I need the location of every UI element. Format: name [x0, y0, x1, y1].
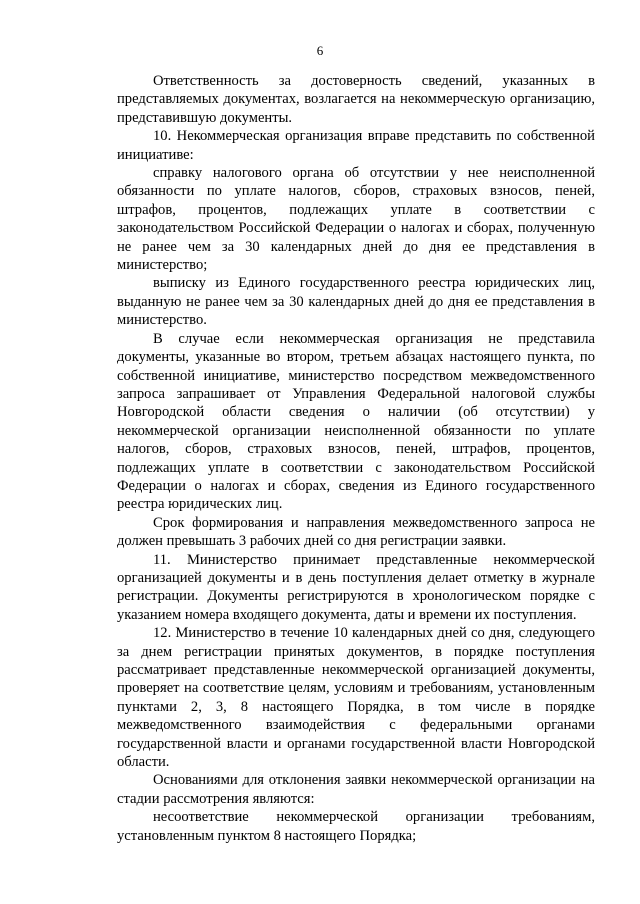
- paragraph-item-10: 10. Некоммерческая организация вправе представить по собственной инициативе:: [117, 128, 595, 163]
- page-number: 6: [316, 43, 324, 58]
- paragraph-interagency-request: В случае если некоммерческая организация не представила документы, указанные во втором, третьем абзацах настоящего пункта, по собственной инициативе, министерство посредством межведомственного запроса запрашивает от Управления Федеральной налоговой службы Новгородской области сведения о наличии (об отсутствии) у некоммерческой организации неисполненной обязанности по уплате налогов, сборов, страховых взносов, пеней, штрафов, процентов, подлежащих уплате в соответствии с законодательством Российской Федерации о налогах и сборах, сведения из Единого государственного реестра юридических лиц.: [117, 330, 595, 513]
- document-body: [117, 72, 595, 845]
- paragraph-rejection-grounds: Основаниями для отклонения заявки некоммерческой организации на стадии рассмотрения являются:: [117, 772, 595, 807]
- paragraph-item-11: 11. Министерство принимает представленные некоммерческой организацией документы и в день поступления делает отметку в журнале регистрации. Документы регистрируются в хронологическом порядке с указанием номера входящего документа, даты и времени их поступления.: [117, 551, 595, 623]
- paragraph-item-12: 12. Министерство в течение 10 календарных дней со дня, следующего за днем регистрации принятых документов, в порядке поступления рассматривает представленные некоммерческой организацией документы, проверяет на соответствие целям, условиям и требованиям, установленным пунктами 2, 3, 8 настоящего Порядка, в том числе в порядке межведомственного взаимодействия с федеральными органами государственной власти и органами государственной власти Новгородской области.: [117, 625, 595, 771]
- paragraph-registry-extract: выписку из Единого государственного реестра юридических лиц, выданную не ранее чем за 30 календарных дней до дня ее представления в министерство.: [117, 275, 595, 329]
- paragraph-request-deadline: Срок формирования и направления межведомственного запроса не должен превышать 3 рабочих дней со дня регистрации заявки.: [117, 514, 595, 550]
- paragraph-responsibility: Ответственность за достоверность сведений, указанных в представляемых документах, возлагается на некоммерческую организацию, представившую документы.: [117, 73, 595, 126]
- paragraph-nonconformity: несоответствие некоммерческой организации требованиям, установленным пунктом 8 настоящего Порядка;: [117, 809, 595, 844]
- paragraph-tax-certificate: справку налогового органа об отсутствии у нее неисполненной обязанности по уплате налогов, сборов, страховых взносов, пеней, штрафов, процентов, подлежащих уплате в соответствии с законодательством Российской Федерации о налогах и сборах, полученную не ранее чем за 30 календарных дней до дня ее представления в министерство;: [117, 165, 595, 274]
